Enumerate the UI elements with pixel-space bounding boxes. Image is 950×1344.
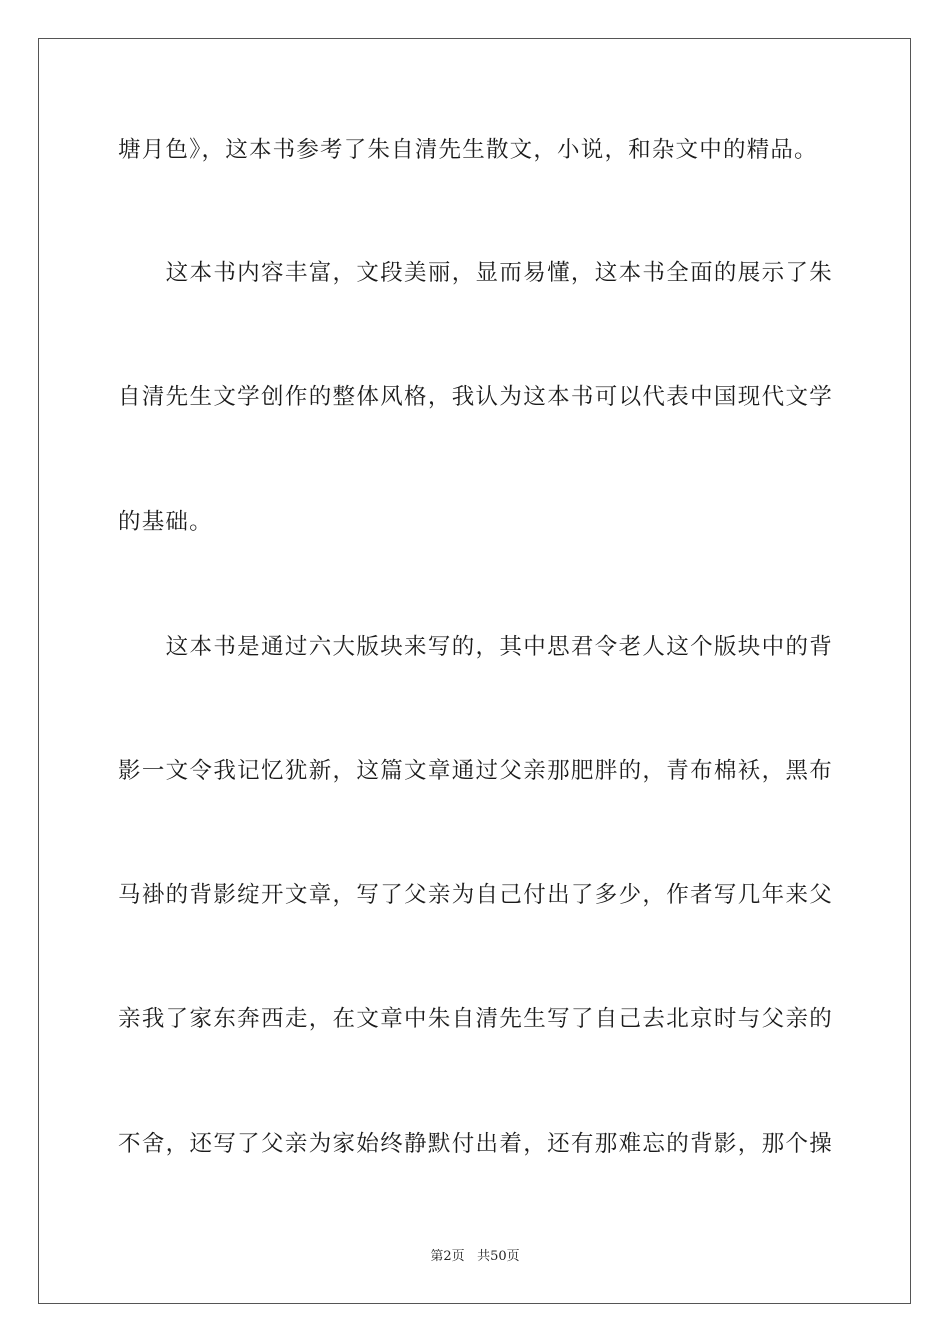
paragraph-line: 这本书是通过六大版块来写的，其中思君令老人这个版块中的背 xyxy=(118,634,833,660)
paragraph-line: 这本书内容丰富，文段美丽，显而易懂，这本书全面的展示了朱 xyxy=(118,260,833,286)
paragraph-line: 亲我了家东奔西走，在文章中朱自清先生写了自己去北京时与父亲的 xyxy=(118,1006,833,1032)
page-footer xyxy=(0,1248,950,1266)
paragraph-line: 不舍，还写了父亲为家始终静默付出着，还有那难忘的背影，那个操 xyxy=(118,1131,833,1157)
page-border xyxy=(38,38,911,1304)
paragraph-line: 自清先生文学创作的整体风格，我认为这本书可以代表中国现代文学 xyxy=(118,384,833,410)
paragraph-line: 的基础。 xyxy=(118,509,213,535)
paragraph-line: 影一文令我记忆犹新，这篇文章通过父亲那肥胖的，青布棉袄，黑布 xyxy=(118,758,833,784)
paragraph-line: 马褂的背影绽开文章，写了父亲为自己付出了多少，作者写几年来父 xyxy=(118,882,833,908)
text-line: 塘月色》，这本书参考了朱自清先生散文，小说，和杂文中的精品。 xyxy=(118,137,818,163)
page-total: 共50页 xyxy=(477,1249,520,1264)
page-number: 第2页 xyxy=(430,1249,465,1264)
